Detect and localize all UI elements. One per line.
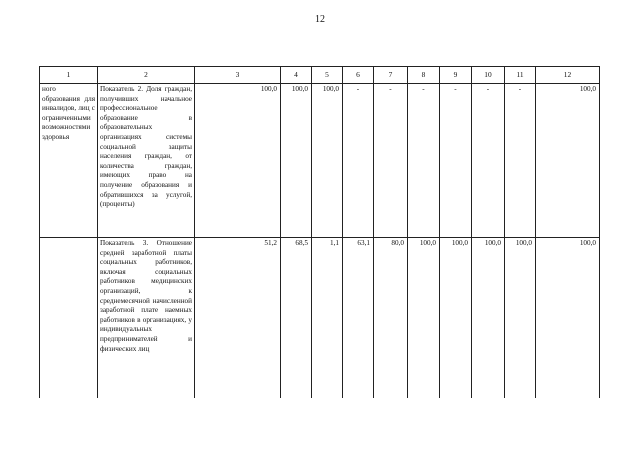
indicators-table — [39, 66, 600, 398]
value-cell: 100,0 — [440, 238, 472, 399]
value-cell: 100,0 — [505, 238, 536, 399]
value-cell: 100,0 — [281, 84, 312, 238]
column-header: 11 — [505, 67, 536, 84]
value-cell: - — [472, 84, 505, 238]
indicator-name-cell: Показатель 2. Доля граждан, получивших начальное профессиональное образование в образовательных организациях системы социальной защиты населения граждан, от количества граждан, имеющих право на получение образования и обратившихся за услугой, (проценты) — [98, 84, 195, 238]
table-header-row — [40, 67, 600, 84]
value-cell: 100,0 — [536, 84, 600, 238]
column-header: 9 — [440, 67, 472, 84]
value-cell: 100,0 — [312, 84, 343, 238]
column-header: 5 — [312, 67, 343, 84]
value-cell: 51,2 — [195, 238, 281, 399]
column-header: 2 — [98, 67, 195, 84]
value-cell: 68,5 — [281, 238, 312, 399]
value-cell: - — [440, 84, 472, 238]
table-row — [40, 238, 600, 399]
column-header: 12 — [536, 67, 600, 84]
value-cell: - — [374, 84, 408, 238]
column-header: 6 — [343, 67, 374, 84]
value-cell: 80,0 — [374, 238, 408, 399]
value-cell: - — [343, 84, 374, 238]
page-number: 12 — [315, 14, 325, 25]
value-cell: 100,0 — [536, 238, 600, 399]
value-cell: 63,1 — [343, 238, 374, 399]
column-header: 3 — [195, 67, 281, 84]
value-cell: - — [505, 84, 536, 238]
column-header: 8 — [408, 67, 440, 84]
column-header: 4 — [281, 67, 312, 84]
value-cell: 100,0 — [472, 238, 505, 399]
program-name-cell: ного образования для инвалидов, лиц с ограниченными возможностями здоровья — [40, 84, 98, 238]
program-name-cell — [40, 238, 98, 399]
column-header: 7 — [374, 67, 408, 84]
value-cell: 100,0 — [408, 238, 440, 399]
table-row — [40, 84, 600, 238]
indicator-name-cell: Показатель 3. Отношение средней заработной платы социальных работников, включая социальных работников медицинских организаций, к среднемесячной начисленной заработной плате наемных работников в организациях, у индивидуальных предпринимателей и физических лиц — [98, 238, 195, 399]
column-header: 10 — [472, 67, 505, 84]
value-cell: 100,0 — [195, 84, 281, 238]
column-header: 1 — [40, 67, 98, 84]
value-cell: - — [408, 84, 440, 238]
value-cell: 1,1 — [312, 238, 343, 399]
